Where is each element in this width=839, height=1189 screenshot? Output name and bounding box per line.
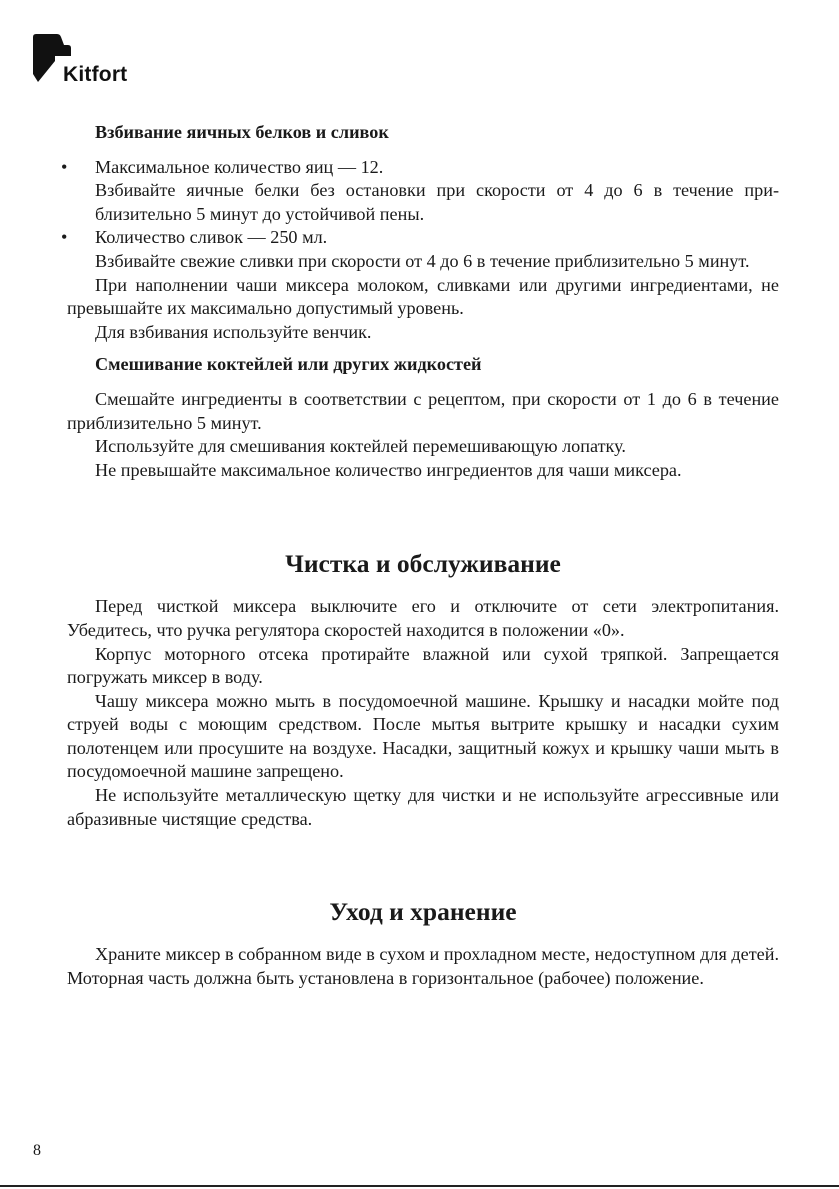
whipping-heading: Взбивание яичных белков и сливок xyxy=(95,122,389,142)
bullet-detail: Взбивайте яичные белки без остановки при скорости от 4 до 6 в течение приблизительно 5 минут до устойчивой пены. xyxy=(95,180,779,224)
bullet-detail: Взбивайте свежие сливки при скорости от 4 до 6 в течение приблизительно 5 минут. xyxy=(95,250,750,271)
paragraph: Для взбивания используйте венчик. xyxy=(95,321,372,342)
paragraph: Смешайте ингредиенты в соответствии с рецептом, при скорости от 1 до 6 в течение приблизительно 5 минут. xyxy=(67,388,779,433)
footer-divider xyxy=(0,1185,839,1187)
bullet-lead: • Максимальное количество яиц — 12. xyxy=(95,156,384,177)
whipping-bullet-list xyxy=(67,156,779,274)
cleaning-title: Чистка и обслуживание xyxy=(285,549,561,579)
paragraph: Чашу миксера можно мыть в посудомоечной машине. Крышку и насадки мойте под струей воды с моющим средством. После мытья вытрите крышку и насадки сухим полотенцем или просушите на воздухе. Насадки, защитный кожух и крышку чаши мыть в посудомоечной машине запрещено. xyxy=(67,690,779,782)
paragraph: Используйте для смешивания коктейлей перемешивающую лопатку. xyxy=(95,436,626,457)
bullet-lead: • Количество сливок — 250 мл. xyxy=(95,227,328,248)
paragraph: Перед чисткой миксера выключите его и отключите от сети электропитания. Убедитесь, что ручка регулятора скоростей находится в положении «0». xyxy=(67,596,779,640)
list-item xyxy=(67,156,779,227)
paragraph: При наполнении чаши миксера молоком, сливками или другими ингредиентами, не превышайте их максимально допустимый уровень. xyxy=(67,274,779,319)
storage-title: Уход и хранение xyxy=(329,897,517,927)
mixing-heading: Смешивание коктейлей или других жидкостей xyxy=(95,354,482,375)
paragraph: Корпус моторного отсека протирайте влажной или сухой тряпкой. Запрещается погружать миксер в воду. xyxy=(67,643,779,688)
page-number: 8 xyxy=(33,1142,41,1159)
page-content xyxy=(67,121,779,990)
paragraph: Не используйте металлическую щетку для чистки и не используйте агрессивные или абразивные чистящие средства. xyxy=(67,785,779,829)
paragraph: Не превышайте максимальное количество ингредиентов для чаши миксера. xyxy=(95,459,682,480)
brand-name: Kitfort xyxy=(63,63,128,86)
brand-logo xyxy=(33,34,143,88)
list-item xyxy=(67,226,779,273)
paragraph: Храните миксер в собранном виде в сухом и прохладном месте, недоступном для детей. Моторная часть должна быть установлена в горизонтальное (рабочее) положение. xyxy=(67,944,779,988)
